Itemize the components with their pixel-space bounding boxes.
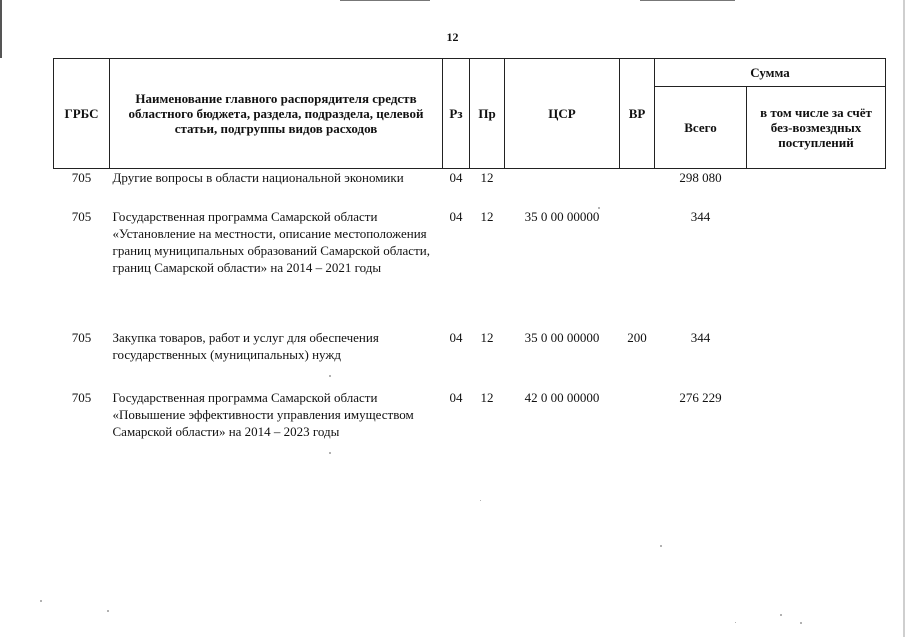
scan-speck — [107, 610, 109, 612]
cell-vr — [620, 169, 655, 209]
cell-free — [747, 208, 886, 329]
cell-grbs: 705 — [71, 390, 92, 405]
scan-speck — [329, 452, 331, 454]
scan-left-edge — [0, 0, 2, 58]
cell-total: 344 — [690, 330, 711, 345]
cell-total: 344 — [690, 209, 711, 224]
scan-top-line — [640, 0, 735, 1]
cell-name: Закупка товаров, работ и услуг для обеспечения государственных (муниципальных) нужд — [112, 330, 379, 362]
cell-name: Другие вопросы в области национальной экономики — [112, 170, 404, 185]
header-pr: Пр — [470, 59, 505, 169]
page-number: 12 — [446, 30, 459, 44]
table-body — [54, 169, 886, 470]
table-row — [54, 329, 886, 389]
header-grbs: ГРБС — [54, 59, 110, 169]
scan-speck — [329, 375, 331, 377]
cell-name: Государственная программа Самарской области «Установление на местности, описание местоположения границ муниципальных образований Самарской области, границ Самарской области» на 2014 – 2021 годы — [112, 209, 430, 275]
cell-rz: 04 — [449, 209, 463, 224]
cell-free — [747, 329, 886, 389]
cell-vr — [620, 208, 655, 329]
cell-csr: 35 0 00 00000 — [524, 209, 600, 224]
cell-pr: 12 — [480, 209, 494, 224]
cell-free — [747, 389, 886, 469]
header-rz: Рз — [443, 59, 470, 169]
cell-name: Государственная программа Самарской области «Повышение эффективности управления имуществом Самарской области» на 2014 – 2023 годы — [112, 390, 414, 439]
cell-pr: 12 — [480, 170, 494, 185]
table-row — [54, 208, 886, 329]
cell-free — [747, 169, 886, 209]
header-name: Наименование главного распорядителя средств областного бюджета, раздела, подраздела, целевой статьи, подгруппы видов расходов — [110, 59, 443, 169]
cell-grbs: 705 — [71, 209, 92, 224]
cell-csr: 42 0 00 00000 — [524, 390, 600, 405]
scan-speck — [780, 614, 782, 616]
scan-speck — [480, 500, 481, 501]
cell-csr — [505, 169, 620, 209]
header-sum: Сумма — [655, 59, 886, 87]
cell-rz: 04 — [449, 330, 463, 345]
header-csr: ЦСР — [505, 59, 620, 169]
budget-table — [53, 58, 886, 469]
cell-csr: 35 0 00 00000 — [524, 330, 600, 345]
header-free: в том числе за счёт без-возмездных поступлений — [747, 87, 886, 169]
cell-vr — [620, 389, 655, 469]
cell-rz: 04 — [449, 390, 463, 405]
scan-speck — [660, 545, 662, 547]
scan-speck — [598, 207, 600, 209]
cell-vr: 200 — [627, 330, 647, 345]
table-header — [54, 59, 886, 169]
scan-speck — [40, 600, 42, 602]
cell-total: 276 229 — [679, 390, 722, 405]
table-row — [54, 169, 886, 209]
header-total: Всего — [655, 87, 747, 169]
cell-rz: 04 — [449, 170, 463, 185]
cell-grbs: 705 — [71, 170, 92, 185]
header-vr: ВР — [620, 59, 655, 169]
scan-speck — [800, 622, 802, 624]
cell-pr: 12 — [480, 390, 494, 405]
cell-grbs: 705 — [71, 330, 92, 345]
scan-top-line — [340, 0, 430, 1]
cell-total: 298 080 — [679, 170, 722, 185]
scan-speck — [735, 622, 736, 623]
table-row — [54, 389, 886, 469]
cell-pr: 12 — [480, 330, 494, 345]
